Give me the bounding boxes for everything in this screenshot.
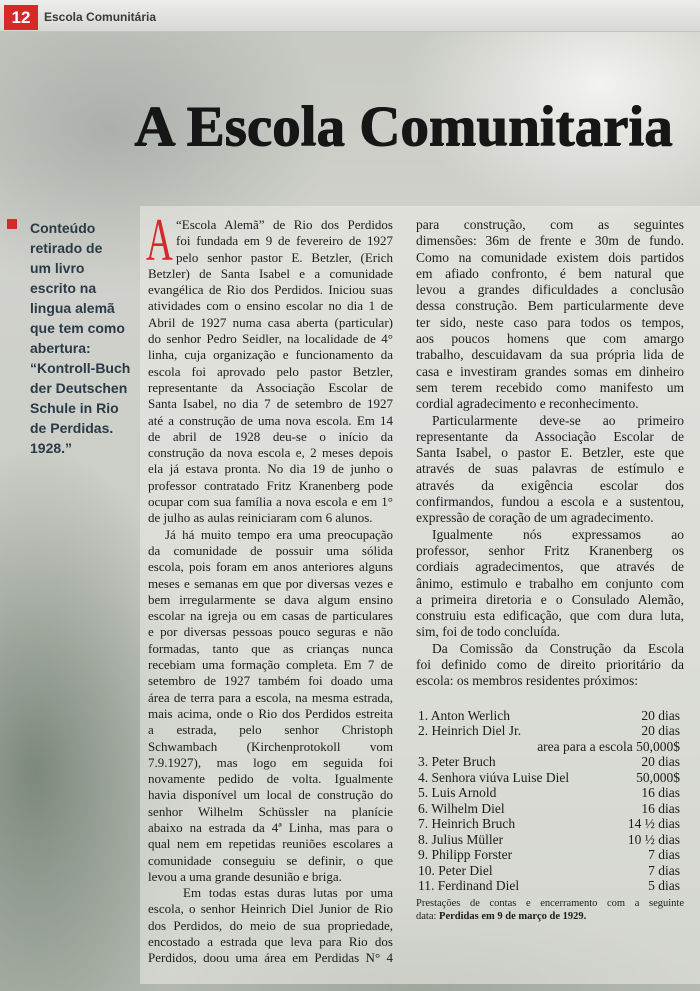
note-line — [416, 910, 684, 923]
text-line: 7.9.1927), mas logo em seguida foi — [148, 754, 393, 770]
paragraph — [416, 641, 684, 690]
text-line: representante da Associação Escolar de — [416, 428, 684, 444]
text-line: dessa construção. Bem particularmente deve — [416, 298, 684, 314]
paragraph — [148, 885, 393, 966]
text-line: senhor Wilhelm Schüssler na planície — [148, 803, 393, 819]
text-line: Santa Isabel, o pastor E. Betzler, este que — [416, 445, 684, 461]
text-line: através da exigência escolar dos — [416, 477, 684, 493]
text-line: até a construção de uma nova escola. Em 14 — [148, 412, 393, 428]
sidebar-text-line: der Deutschen — [30, 380, 128, 396]
text-line: comunidade conseguiu se definir, o que — [148, 852, 393, 868]
member-contribution: 7 dias — [648, 862, 680, 878]
text-line: a primeira diretoria e o Consulado Alemão, — [416, 591, 684, 607]
text-line: setembro de 1927 também foi doado uma — [148, 673, 393, 689]
member-contribution: 16 dias — [641, 800, 680, 816]
member-name: 1. Anton Werlich — [418, 707, 511, 723]
list-row — [416, 832, 684, 848]
text-line: aos poucos homens que com amargo — [416, 331, 684, 347]
red-square-bullet-icon — [7, 219, 17, 229]
list-row — [416, 863, 684, 879]
text-line: ter sido, neste caso para todos os tempos, — [416, 314, 684, 330]
sidebar-text-line: lingua alemã — [30, 300, 115, 316]
member-contribution: 20 dias — [641, 707, 680, 723]
text-line: “Escola Alemã” de Rio dos Perdidos — [176, 217, 393, 232]
sidebar-text-line: abertura: — [30, 340, 91, 356]
list-row — [416, 770, 684, 786]
members-list — [416, 708, 684, 894]
sidebar-text-line: Schule in Rio — [30, 400, 119, 416]
list-row — [416, 708, 684, 724]
text-line: sem terem recebido como manifesto um — [416, 379, 684, 395]
text-line: cordiais agradecimentos, que através de — [416, 559, 684, 575]
text-line: ocupar com sua família a nova escola e em 1° — [148, 494, 393, 510]
paragraph — [416, 413, 684, 527]
text-line: Em todas estas duras lutas por uma — [183, 885, 393, 901]
text-line: qual nem em repetidas reuniões escolares a — [148, 836, 393, 852]
member-contribution: 10 ½ dias — [627, 831, 680, 847]
member-contribution: 16 dias — [641, 785, 680, 801]
text-line: abaixo na estrada da 4ª Linha, mas para o — [148, 819, 393, 835]
text-line: Da Comissão da Construção da Escola — [432, 640, 684, 656]
text-line: Schwambach (Kirchenprotokoll vom — [148, 738, 393, 754]
text-line: construção da nova escola e, 2 meses depois — [148, 445, 393, 461]
text-line: recebiam uma formação completa. Em 7 de — [148, 657, 393, 673]
column-1-paragraphs — [148, 217, 393, 967]
sidebar-text-line: que tem como — [30, 320, 125, 336]
text-line: foi fundada em 9 de fevereiro de 1927 — [176, 233, 393, 249]
text-line: área de terra para a escola, na mesma estrada, — [148, 689, 393, 705]
text-line: dos Perdidos, do meio de sua propriedade, — [148, 917, 393, 933]
text-line: para construção, com as seguintes — [416, 217, 684, 232]
list-row — [416, 801, 684, 817]
text-line: Perdidos, doou uma área em Perdidas N° 4 — [148, 950, 393, 966]
member-name: 4. Senhora viúva Luise Diel — [418, 769, 570, 785]
text-line: Betzler) de Santa Isabel e a comunidade — [148, 265, 393, 281]
sidebar-text-line: de Perdidas. — [30, 420, 114, 436]
note-prefix: data: — [416, 910, 437, 922]
member-name: 5. Luis Arnold — [418, 785, 497, 801]
member-contribution: 20 dias — [641, 754, 680, 770]
text-line: levou a grandes dificuldades a conclusão — [416, 282, 684, 298]
text-line: pelo senhor pastor E. Betzler, (Erich — [176, 249, 393, 265]
note-line: Prestações de contas e encerramento com a seguinte — [416, 897, 684, 909]
text-line: havia disponível um local de construção do — [148, 787, 393, 803]
article-column-2 — [416, 217, 684, 923]
sidebar-text-line: 1928.” — [30, 440, 73, 456]
accounts-note — [416, 897, 684, 923]
text-line: sim, foi de todo concluída. — [416, 624, 560, 640]
text-line: escola: os membros residentes próximos: — [416, 673, 638, 689]
text-line: Como na comunidade existem dois partidos — [416, 249, 684, 265]
text-line: evangélica de Rio dos Perdidos. Iniciou suas — [148, 282, 393, 298]
text-line: representante da Associação Escolar de — [148, 379, 393, 395]
text-line: através de suas palavras de estímulo e — [416, 461, 684, 477]
text-line: linha, cuja organização e funcionamento da — [148, 347, 393, 363]
member-name: 2. Heinrich Diel Jr. — [418, 723, 522, 739]
text-line: escola, pois foram em anos anteriores alguns — [148, 559, 393, 575]
list-row — [416, 816, 684, 832]
text-line: meses e semanas em que por diversas vezes e — [148, 575, 393, 591]
text-line: novamente pedido de volta. Igualmente — [148, 771, 393, 787]
text-line: a estrada, pelo senhor Christoph — [148, 722, 393, 738]
list-row — [416, 754, 684, 770]
list-row — [416, 723, 684, 739]
member-contribution: 14 ½ dias — [627, 816, 680, 832]
sidebar-text-line: um livro — [30, 260, 85, 276]
page-number-badge: 12 — [4, 5, 38, 30]
text-line: em afiado confronto, é bem natural que — [416, 265, 684, 281]
text-line: escolar na igreja ou em casas de particulares — [148, 608, 393, 624]
text-line: de abril de 1928 deu-se o início da — [148, 428, 393, 444]
text-line: cordial agradecimento e reconhecimento. — [416, 396, 639, 412]
member-name: 7. Heinrich Bruch — [418, 816, 516, 832]
article-column-1 — [146, 207, 393, 967]
text-line: expressão de coração de um agradecimento. — [416, 510, 654, 526]
member-name: 10. Peter Diel — [418, 862, 493, 878]
list-row — [416, 847, 684, 863]
sidebar-text-line: escrito na — [30, 280, 97, 296]
sidebar-text — [30, 218, 140, 458]
text-line: do senhor Pedro Seidler, na localidade de 4° — [148, 331, 393, 347]
list-row — [416, 878, 684, 894]
list-row — [416, 785, 684, 801]
text-line: professor contratado Fritz Kranenberg pode — [148, 477, 393, 493]
member-name: 6. Wilhelm Diel — [418, 800, 505, 816]
member-name: 3. Peter Bruch — [418, 754, 496, 770]
article-title: A Escola Comunitaria — [134, 95, 673, 158]
text-line: de julho as aulas reiniciaram com 6 alunos. — [148, 510, 373, 526]
paragraph — [148, 217, 393, 527]
text-line: formadas, tanto que as crianças nunca — [148, 640, 393, 656]
text-line: e por diversas pessoas pouco seguras e não — [148, 624, 393, 640]
text-line: Igualmente nós expressamos ao — [432, 526, 684, 542]
member-name: 8. Julius Müller — [418, 831, 504, 847]
list-row — [416, 739, 684, 755]
member-contribution: 50,000$ — [636, 769, 680, 785]
text-line: trabalho, descuidavam da sua própria lida de — [416, 347, 684, 363]
text-line: levou a uma grande desunião e briga. — [148, 868, 342, 884]
member-contribution: 7 dias — [648, 847, 680, 863]
text-line: construiu esta edificação, que com dura luta, — [416, 608, 684, 624]
text-line: foi definido como de direito prioritário da — [416, 657, 684, 673]
paragraph — [148, 527, 393, 886]
member-contribution: area para a escola 50,000$ — [537, 738, 680, 754]
member-name: 9. Philipp Forster — [418, 847, 513, 863]
text-line: Já há muito tempo era uma preocupação — [165, 526, 393, 542]
column-2-paragraphs — [416, 217, 684, 690]
text-line: ela já estava pronta. No dia 19 de junho o — [148, 461, 393, 477]
text-line: atividades com o ensino escolar no dia 1 de — [148, 298, 393, 314]
text-line: Particularmente deve-se ao primeiro — [432, 412, 684, 428]
text-line: bem irregularmente se dava algum ensino — [148, 591, 393, 607]
sidebar-text-line: Conteúdo — [30, 220, 96, 236]
text-line: encostado a estrada que leva para Rio dos — [148, 934, 393, 950]
text-line: Santa Isabel, no dia 7 de setembro de 1927 — [148, 396, 393, 412]
text-line: da comunidade de possuir uma sólida — [148, 542, 393, 558]
text-line: casa e investiram grandes somas em dinheiro — [416, 363, 684, 379]
text-line: escola foi aprovado pelo pastor Betzler, — [148, 363, 393, 379]
text-line: Abril de 1927 numa casa aberta (particular) — [148, 314, 393, 330]
paragraph — [416, 527, 684, 641]
sidebar-text-line: retirado de — [30, 240, 103, 256]
text-line: confirmandos, fundou a escola e a sustentou, — [416, 494, 684, 510]
member-contribution: 20 dias — [641, 723, 680, 739]
member-contribution: 5 dias — [648, 878, 680, 894]
drop-cap: A — [146, 207, 173, 273]
member-name: 11. Ferdinand Diel — [418, 878, 520, 894]
text-line: escola, o senhor Heinrich Diel Junior de Rio — [148, 901, 393, 917]
text-line: dimensões: 36m de frente e 30m de fundo. — [416, 233, 684, 249]
sidebar-text-line: “Kontroll-Buch — [30, 360, 131, 376]
text-line: professor, senhor Fritz Kranenberg os — [416, 542, 684, 558]
header-bar — [0, 0, 700, 32]
note-date: Perdidas em 9 de março de 1929. — [439, 910, 587, 922]
section-title: Escola Comunitária — [44, 10, 157, 24]
text-line: ânimo, estimulo e trabalho em conjunto com — [416, 575, 684, 591]
paragraph — [416, 217, 684, 413]
text-line: mais acima, onde o Rio dos Perdidos estreita — [148, 705, 393, 721]
